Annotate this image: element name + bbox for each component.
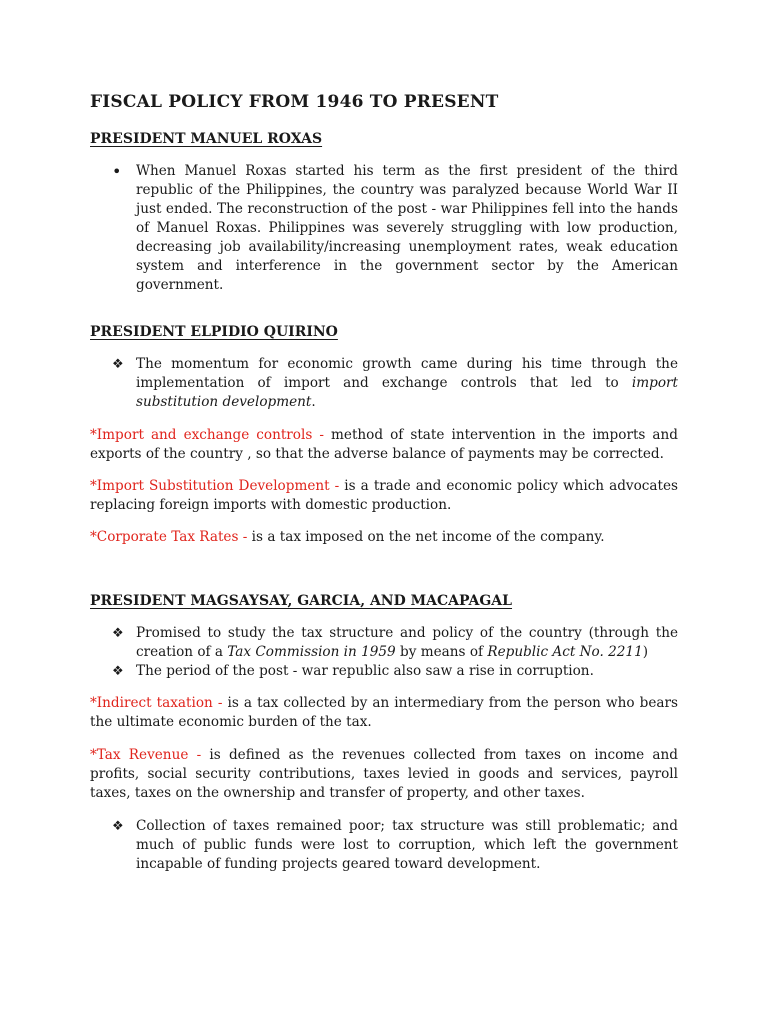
tax-commission-paragraph: Promised to study the tax structure and policy of the country (through the creation of a Tax Commission in 1959 by means of Republic Act No. 2211) (136, 625, 678, 660)
definition-tax-revenue: *Tax Revenue - is defined as the revenues collected from taxes on income and profits, social security contributions, taxes levied in goods and services, payroll taxes, taxes on the ownership and transfer of property, and other taxes. (90, 747, 678, 801)
definition-import-substitution: *Import Substitution Development - is a trade and economic policy which advocates replacing foreign imports with domestic production. (90, 478, 678, 513)
definition-import-exchange-controls: *Import and exchange controls - method of state intervention in the imports and exports of the country , so that the adverse balance of payments may be corrected. (90, 427, 678, 462)
list-item-roxas (112, 162, 678, 295)
heading-magsaysay: PRESIDENT MAGSAYSAY, GARCIA, AND MACAPAGAL (90, 593, 513, 609)
list-item-quirino (112, 355, 678, 412)
diamond-bullet-icon: ❖ (112, 626, 124, 641)
quirino-paragraph: The momentum for economic growth came during his time through the implementation of import and exchange controls that led to import substitution development. (136, 356, 678, 410)
diamond-bullet-icon: ❖ (112, 819, 124, 834)
corruption-paragraph: The period of the post - war republic also saw a rise in corruption. (136, 663, 594, 679)
list-item-tax-collection (112, 817, 678, 874)
diamond-bullet-icon: ❖ (112, 357, 124, 372)
heading-quirino: PRESIDENT ELPIDIO QUIRINO (90, 324, 338, 340)
tax-collection-paragraph: Collection of taxes remained poor; tax structure was still problematic; and much of public funds were lost to corruption, which left the government incapable of funding projects geared toward development. (136, 818, 678, 872)
diamond-bullet-icon: ❖ (112, 664, 124, 679)
definition-indirect-taxation: *Indirect taxation - is a tax collected by an intermediary from the person who bears the ultimate economic burden of the tax. (90, 695, 678, 730)
bullet-dot-icon: • (112, 162, 122, 181)
heading-roxas: PRESIDENT MANUEL ROXAS (90, 131, 323, 147)
page-title: FISCAL POLICY FROM 1946 TO PRESENT (90, 92, 499, 112)
list-item-corruption (112, 662, 678, 681)
definition-corporate-tax-rates: *Corporate Tax Rates - is a tax imposed on the net income of the company. (90, 529, 605, 545)
roxas-paragraph: When Manuel Roxas started his term as the first president of the third republic of the Philippines, the country was paralyzed because World War II just ended. The reconstruction of the post - war Philippines fell into the hands of Manuel Roxas. Philippines was severely struggling with low production, decreasing job availability/increasing unemployment rates, weak education system and interference in the government sector by the American government. (136, 163, 678, 293)
list-item-tax-commission (112, 624, 678, 662)
